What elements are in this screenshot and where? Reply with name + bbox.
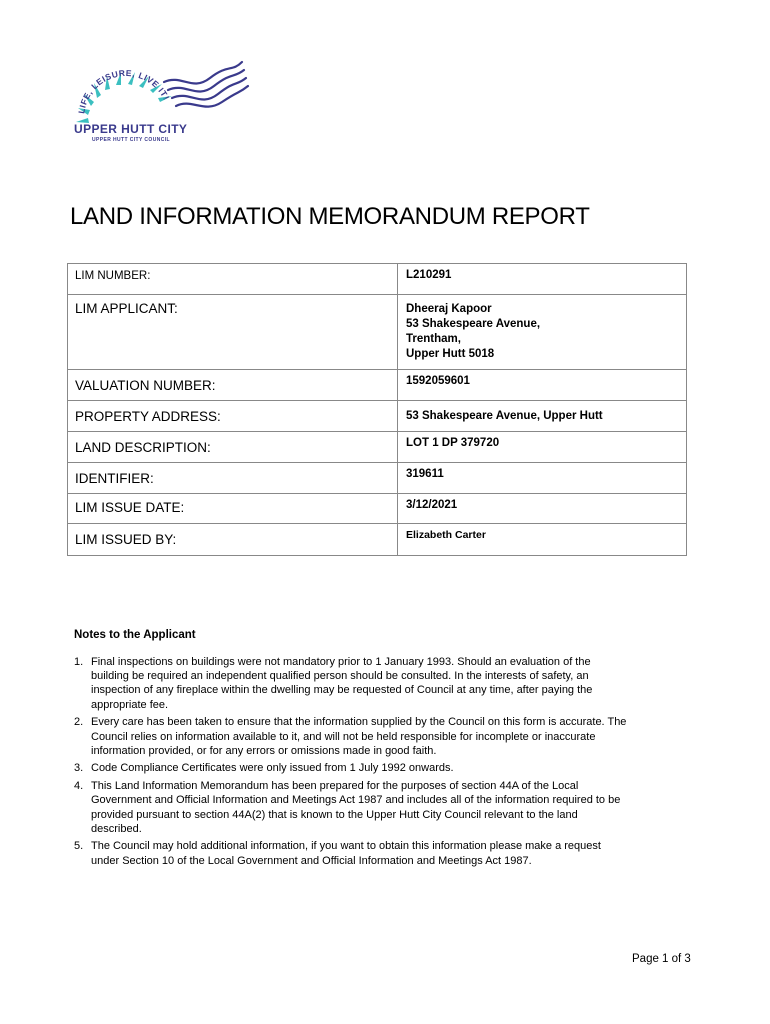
note-line: building be required an independent qualified person should be consulted. In the interests of safety, an [91,670,589,683]
list-number: 5. [74,840,84,853]
row-label: PROPERTY ADDRESS: [68,401,398,432]
note-line: information provided, or for any errors or omissions made in good faith. [91,744,437,757]
row-value [398,295,687,370]
table-row [68,524,687,556]
list-item [74,715,698,758]
table-row [68,494,687,524]
table-row [68,432,687,463]
row-label: LIM APPLICANT: [68,295,398,370]
svg-text:LIFE, LEISURE, LIVE IT! [76,68,171,114]
row-value [398,401,687,432]
value-line: 3/12/2021 [406,499,458,511]
row-label: LIM ISSUE DATE: [68,494,398,524]
row-label: LIM NUMBER: [68,264,398,295]
row-label: VALUATION NUMBER: [68,370,398,401]
table-row [68,295,687,370]
note-line: under Section 10 of the Local Government and Official Information and Meetings Act 1987. [91,854,532,867]
note-line: appropriate fee. [91,698,169,711]
notes-list [74,655,698,871]
row-value [398,524,687,556]
row-label: LAND DESCRIPTION: [68,432,398,463]
list-number: 1. [74,656,84,668]
note-line: Every care has been taken to ensure that the information supplied by the Council on this form is accurate. The [91,716,627,729]
table-row [68,370,687,401]
row-value [398,432,687,463]
note-line: This Land Information Memorandum has been prepared for the purposes of section 44A of the Local [91,780,579,793]
value-line: Trentham, [406,333,461,345]
value-line: Elizabeth Carter [406,529,486,541]
note-line: Council relies on information available to it, and will not be held responsible for incomplete or inaccurate [91,730,596,743]
note-line: provided pursuant to section 44A(2) that is known to the Upper Hutt City Council relevant to the land [91,808,578,821]
list-number: 3. [74,762,84,775]
value-line: LOT 1 DP 379720 [406,437,500,449]
row-value [398,370,687,401]
list-item [74,655,698,712]
logo-subname: UPPER HUTT CITY COUNCIL [92,137,170,143]
notes-heading: Notes to the Applicant [74,629,196,641]
table-row [68,264,687,295]
row-value [398,264,687,295]
note-line: described. [91,822,142,835]
note-line: Code Compliance Certificates were only issued from 1 July 1992 onwards. [91,762,454,775]
value-line: 1592059601 [406,375,470,387]
page-number: Page 1 of 3 [632,953,691,965]
row-value [398,463,687,494]
row-value [398,494,687,524]
logo-arc-text: LIFE, LEISURE, LIVE IT! [76,67,172,115]
value-line: Upper Hutt 5018 [406,348,495,360]
logo-name: UPPER HUTT CITY [74,122,188,136]
report-title: LAND INFORMATION MEMORANDUM REPORT [70,203,590,230]
row-label: LIM ISSUED BY: [68,524,398,556]
list-item [74,779,698,836]
lim-details-table [67,263,687,556]
value-line: Dheeraj Kapoor [406,303,492,315]
note-line: The Council may hold additional information, if you want to obtain this information please make a request [91,840,601,853]
list-number: 2. [74,716,84,729]
note-line: inspection of any fireplace within the dwelling may be requested of Council at any time, after paying the [91,684,593,697]
table-row [68,401,687,432]
value-line: 319611 [406,468,444,480]
note-line: Final inspections on buildings were not mandatory prior to 1 January 1993. Should an evaluation of the [91,656,591,668]
list-item [74,761,698,775]
row-label: IDENTIFIER: [68,463,398,494]
list-number: 4. [74,780,84,793]
note-line: Government and Official Information and Meetings Act 1987 and includes all of the information required to be [91,794,621,807]
value-line: 53 Shakespeare Avenue, [406,318,541,330]
table-row [68,463,687,494]
value-line: 53 Shakespeare Avenue, Upper Hutt [406,410,603,422]
value-line: L210291 [406,269,452,281]
list-item [74,839,698,867]
